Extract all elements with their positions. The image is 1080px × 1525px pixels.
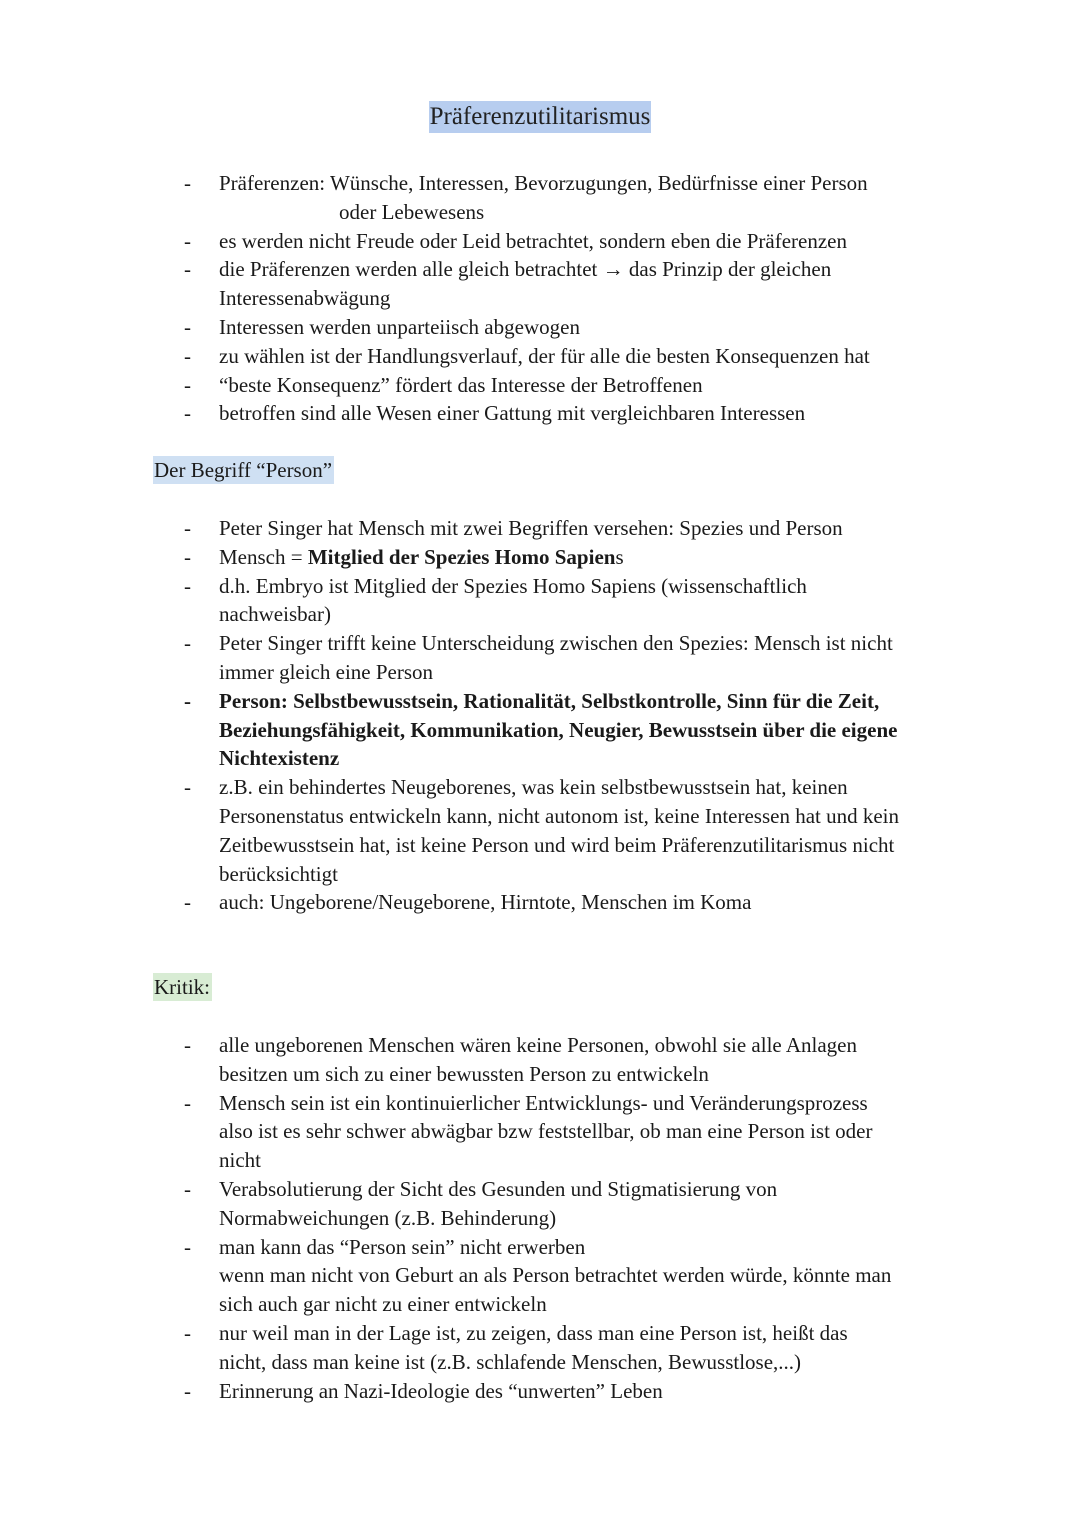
list-item-line: - Peter Singer hat Mensch mit zwei Begriffen versehen: Spezies und Person — [219, 516, 843, 540]
list-item-line — [219, 543, 940, 572]
list-item-line: - zu wählen ist der Handlungsverlauf, der für alle die besten Konsequenzen hat — [219, 343, 870, 368]
list-item-line: wenn man nicht von Geburt an als Person betrachtet werden würde, könnte man — [219, 1263, 892, 1288]
list-item-line: - alle ungeborenen Menschen wären keine Personen, obwohl sie alle Anlagen — [219, 1033, 857, 1057]
list-item-line: - z.B. ein behindertes Neugeborenes, was kein selbstbewusstsein hat, keinen — [219, 775, 848, 800]
list-item-line: - Interessen werden unparteiisch abgewogen — [219, 314, 580, 339]
list-item — [0, 773, 1080, 888]
list-item — [0, 342, 1080, 371]
person-list — [0, 514, 1080, 917]
list-item — [0, 1319, 1080, 1377]
list-item-line: Interessenabwägung — [219, 286, 391, 311]
list-item — [0, 255, 1080, 313]
list-item — [0, 572, 1080, 630]
list-item-line: - nur weil man in der Lage ist, zu zeigen, dass man eine Person ist, heißt das — [219, 1320, 848, 1345]
list-item-line: Normabweichungen (z.B. Behinderung) — [219, 1205, 557, 1230]
list-item-line: - Präferenzen: Wünsche, Interessen, Bevorzugungen, Bedürfnisse einer Person — [219, 171, 868, 195]
list-item-line: - man kann das “Person sein” nicht erwerben — [219, 1234, 586, 1259]
list-item — [0, 1175, 1080, 1233]
list-item — [0, 1377, 1080, 1406]
list-item-line: - Erinnerung an Nazi-Ideologie des “unwerten” Leben — [219, 1378, 663, 1403]
section-heading-person: Der Begriff “Person” — [154, 458, 333, 482]
list-item-line: Personenstatus entwickeln kann, nicht autonom ist, keine Interessen hat und kein — [219, 803, 900, 828]
list-item-line: - “beste Konsequenz” fördert das Interesse der Betroffenen — [219, 372, 703, 397]
list-item — [0, 1233, 1080, 1319]
list-item-line: - die Präferenzen werden alle gleich betrachtet → das Prinzip der gleichen — [219, 257, 832, 282]
list-item-line: nicht, dass man keine ist (z.B. schlafende Menschen, Bewusstlose,...) — [219, 1349, 802, 1374]
list-item-line: - es werden nicht Freude oder Leid betrachtet, sondern eben die Präferenzen — [219, 228, 847, 253]
preference-list — [0, 169, 1080, 428]
list-item-line: Zeitbewusstsein hat, ist keine Person und wird beim Präferenzutilitarismus nicht — [219, 832, 895, 857]
list-item — [0, 1031, 1080, 1089]
list-item-line: - betroffen sind alle Wesen einer Gattung mit vergleichbaren Interessen — [219, 401, 806, 426]
list-item-line: immer gleich eine Person — [219, 659, 434, 684]
list-item-line: Nichtexistenz — [219, 746, 340, 771]
list-item — [0, 687, 1080, 773]
list-item-line: - Person: Selbstbewusstsein, Rationalität, Selbstkontrolle, Sinn für die Zeit, — [219, 688, 880, 713]
list-item-line: - Verabsolutierung der Sicht des Gesunden und Stigmatisierung von — [219, 1176, 778, 1201]
list-item — [0, 1089, 1080, 1175]
list-item-line: besitzen um sich zu einer bewussten Person zu entwickeln — [219, 1061, 709, 1086]
list-item-suffix: s — [615, 544, 624, 569]
list-item-line: sich auch gar nicht zu einer entwickeln — [219, 1292, 547, 1317]
title-wrap — [0, 101, 1080, 133]
list-item-prefix: Mensch = — [219, 544, 308, 569]
list-item — [0, 543, 1080, 572]
list-item-line: nicht — [219, 1148, 261, 1173]
list-item — [0, 313, 1080, 342]
critique-list — [0, 1031, 1080, 1405]
list-item — [0, 888, 1080, 917]
section-heading-kritik: Kritik: — [154, 975, 210, 999]
list-item — [0, 371, 1080, 400]
list-item-line: nachweisbar) — [219, 602, 331, 627]
list-item-line: Beziehungsfähigkeit, Kommunikation, Neugier, Bewusstsein über die eigene — [219, 717, 898, 742]
list-item-line: also ist es sehr schwer abwägbar bzw feststellbar, ob man eine Person ist oder — [219, 1119, 873, 1144]
list-item — [0, 514, 1080, 543]
list-item — [0, 169, 1080, 227]
list-item-line: - Mensch sein ist ein kontinuierlicher Entwicklungs- und Veränderungsprozess — [219, 1090, 868, 1115]
list-item — [0, 629, 1080, 687]
list-item — [0, 227, 1080, 256]
list-item-line: oder Lebewesens — [339, 199, 485, 224]
list-item-line: - auch: Ungeborene/Neugeborene, Hirntote, Menschen im Koma — [219, 890, 752, 915]
list-item-line: - d.h. Embryo ist Mitglied der Spezies Homo Sapiens (wissenschaftlich — [219, 573, 807, 598]
list-item-bold: Mitglied der Spezies Homo Sapien — [307, 544, 616, 569]
list-item-line: berücksichtigt — [219, 861, 338, 886]
list-item — [0, 399, 1080, 428]
list-item-line: - Peter Singer trifft keine Unterscheidung zwischen den Spezies: Mensch ist nicht — [219, 631, 893, 656]
page-title: Präferenzutilitarismus — [429, 101, 652, 133]
